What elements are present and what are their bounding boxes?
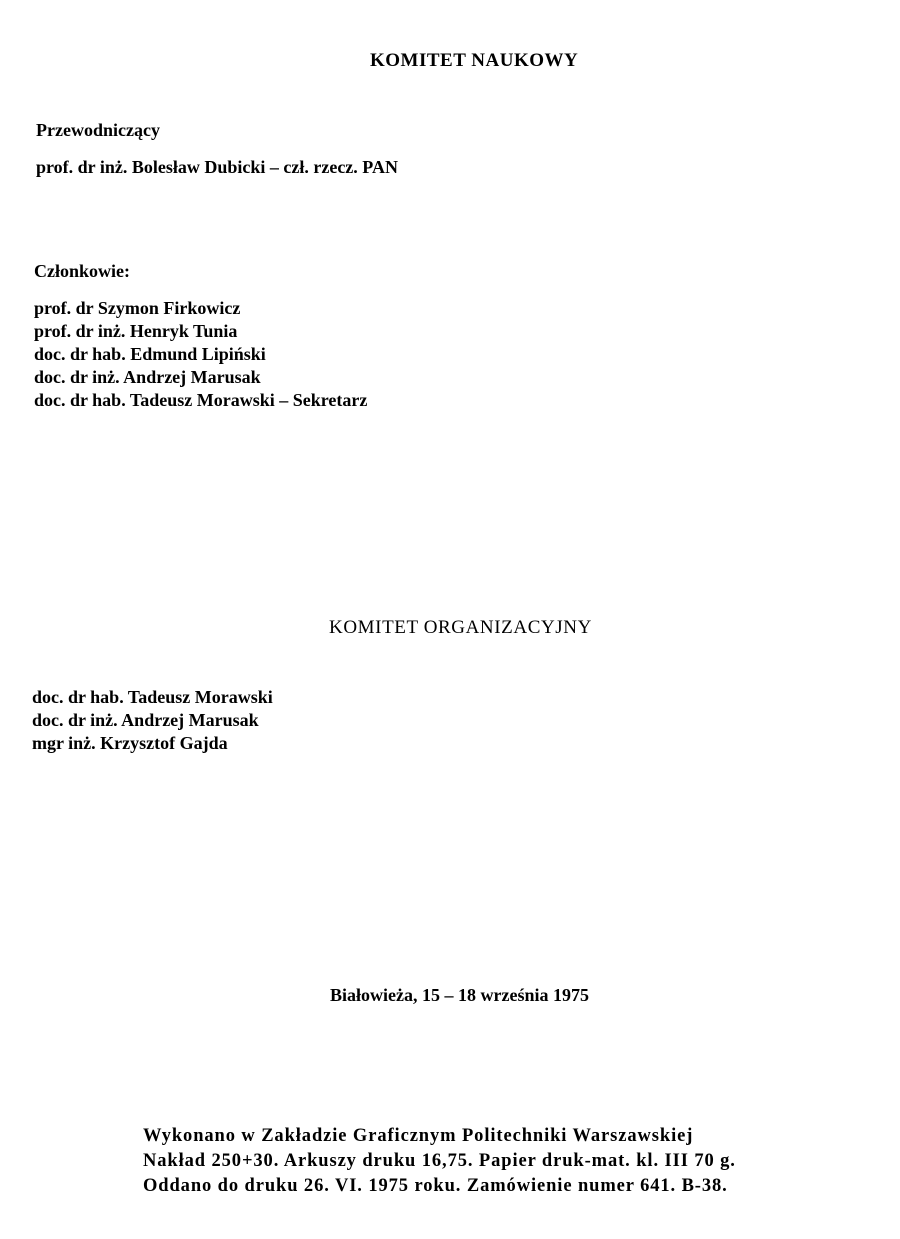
chair-label: Przewodniczący <box>36 120 160 140</box>
list-item: doc. dr hab. Edmund Lipiński <box>34 344 266 364</box>
list-item: doc. dr inż. Andrzej Marusak <box>34 367 261 387</box>
imprint-line: Wykonano w Zakładzie Graficznym Politechniki Warszawskiej <box>143 1126 694 1146</box>
members-label: Członkowie: <box>34 261 130 281</box>
place-date: Białowieża, 15 – 18 września 1975 <box>330 985 589 1005</box>
chair-name: prof. dr inż. Bolesław Dubicki – czł. rzecz. PAN <box>36 157 398 177</box>
list-item: doc. dr inż. Andrzej Marusak <box>32 710 259 730</box>
organizing-members-list <box>32 686 273 755</box>
list-item: mgr inż. Krzysztof Gajda <box>32 733 228 753</box>
scientific-committee-title: KOMITET NAUKOWY <box>370 50 579 71</box>
organizing-committee-title: KOMITET ORGANIZACYJNY <box>329 617 592 638</box>
imprint-line: Oddano do druku 26. VI. 1975 roku. Zamówienie numer 641. B-38. <box>143 1176 728 1196</box>
list-item: doc. dr hab. Tadeusz Morawski – Sekretarz <box>34 390 368 410</box>
list-item: prof. dr inż. Henryk Tunia <box>34 321 238 341</box>
scientific-members-list <box>34 297 367 412</box>
list-item: doc. dr hab. Tadeusz Morawski <box>32 687 273 707</box>
list-item: prof. dr Szymon Firkowicz <box>34 298 241 318</box>
imprint-line: Nakład 250+30. Arkuszy druku 16,75. Papier druk-mat. kl. III 70 g. <box>143 1151 736 1171</box>
imprint <box>143 1124 736 1199</box>
